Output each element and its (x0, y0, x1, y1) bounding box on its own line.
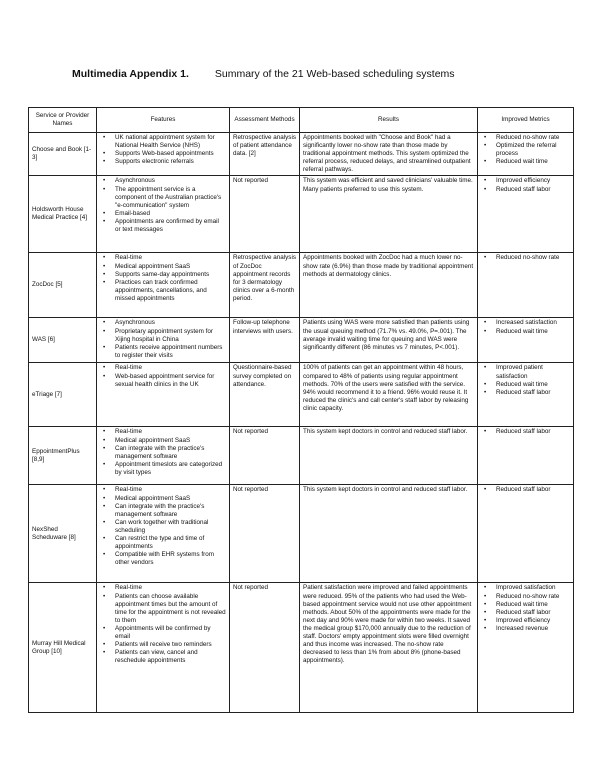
results-cell: 100% of patients can get an appointment within 48 hours, compared to 48% of patients using regular appointment methods. 70% of the users were satisfied with the service. 94% would recommend it to a friend. 96% would reuse it. It reduced the clinic's and call center's staff labor by releasing clinic capacity. (300, 363, 478, 427)
list-item: • UK national appointment system for National Health Service (NHS) (115, 134, 226, 150)
list-item: • Increased revenue (496, 625, 570, 633)
service-name-cell: NexShed Scheduware [8] (29, 485, 97, 583)
list-item: • Real-time (115, 254, 226, 262)
list-item: • Optimized the referral process (496, 142, 570, 158)
service-name-cell: eTriage [7] (29, 363, 97, 427)
service-name-cell: EppointmentPlus [8,9] (29, 427, 97, 485)
service-name-cell: Holdsworth House Medical Practice [4] (29, 176, 97, 253)
list-item: • Practices can track confirmed appointments, cancellations, and missed appointments (115, 279, 226, 303)
features-cell (97, 485, 230, 583)
list-item: • Appointment timeslots are categorized by visit types (115, 461, 226, 477)
table-row (29, 427, 574, 485)
table-row (29, 583, 574, 713)
table-row (29, 485, 574, 583)
results-cell: Appointments booked with "Choose and Book" had a significantly lower no-show rate than those made by traditional appointment methods. This system optimized the referral process, reduced delays, and streamlined outpatient referral pathways. (300, 133, 478, 176)
col-header-metrics: Improved Metrics (478, 108, 574, 133)
service-name-cell: WAS [6] (29, 318, 97, 363)
list-item: • Supports Web-based appointments (115, 150, 226, 158)
list-item: • Proprietary appointment system for Xijing hospital in China (115, 328, 226, 344)
list-item: • Reduced wait time (496, 601, 570, 609)
list-item: • Improved efficiency (496, 177, 570, 185)
metrics-cell (478, 583, 574, 713)
list-item: • Can integrate with the practice's management software (115, 503, 226, 519)
metrics-cell (478, 318, 574, 363)
list-item: • Improved efficiency (496, 617, 570, 625)
assessment-cell: Not reported (230, 485, 300, 583)
results-cell: This system kept doctors in control and reduced staff labor. (300, 485, 478, 583)
list-item: • Patients will receive two reminders (115, 641, 226, 649)
list-item: • Reduced wait time (496, 328, 570, 336)
metrics-cell (478, 485, 574, 583)
assessment-cell: Not reported (230, 427, 300, 485)
list-item: • Appointments will be confirmed by email (115, 625, 226, 641)
features-cell (97, 427, 230, 485)
features-cell (97, 176, 230, 253)
col-header-service: Service or Provider Names (29, 108, 97, 133)
list-item: • Real-time (115, 584, 226, 592)
features-cell (97, 318, 230, 363)
list-item: • Appointments are confirmed by email or text messages (115, 218, 226, 234)
list-item: • Reduced staff labor (496, 428, 570, 436)
list-item: • Asynchronous (115, 177, 226, 185)
table-row (29, 318, 574, 363)
list-item: • Reduced staff labor (496, 389, 570, 397)
list-item: • Can restrict the type and time of appointments (115, 535, 226, 551)
assessment-cell: Not reported (230, 583, 300, 713)
assessment-cell: Not reported (230, 176, 300, 253)
features-cell (97, 363, 230, 427)
features-cell (97, 253, 230, 318)
list-item: • Medical appointment SaaS (115, 495, 226, 503)
list-item: • Reduced no-show rate (496, 593, 570, 601)
service-name-cell: Choose and Book [1-3] (29, 133, 97, 176)
list-item: • Real-time (115, 364, 226, 372)
assessment-cell: Follow-up telephone interviews with users. (230, 318, 300, 363)
assessment-cell: Retrospective analysis of ZocDoc appointment records for 3 dermatology clinics over a 6-month period. (230, 253, 300, 318)
list-item: • Patients can view, cancel and reschedule appointments (115, 649, 226, 665)
list-item: • Improved satisfaction (496, 584, 570, 592)
list-item: • Reduced no-show rate (496, 254, 570, 262)
list-item: • Web-based appointment service for sexual health clinics in the UK (115, 373, 226, 389)
results-cell: Patients using WAS were more satisfied than patients using the usual queuing method (71.7% vs. 49.0%, P=.001). The average invalid waiting time for queuing and WAS were significantly different (86 minutes vs 7 minutes, P<.001). (300, 318, 478, 363)
table-row (29, 133, 574, 176)
list-item: • Real-time (115, 486, 226, 494)
table-row (29, 253, 574, 318)
list-item: • Compatible with EHR systems from other vendors (115, 551, 226, 567)
list-item: • Patients can choose available appointment times but the amount of time for the appointment is not revealed to them (115, 593, 226, 625)
list-item: • Reduced wait time (496, 381, 570, 389)
col-header-results: Results (300, 108, 478, 133)
metrics-cell (478, 133, 574, 176)
features-cell (97, 133, 230, 176)
list-item: • The appointment service is a component of the Australian practice's "e-communication" system (115, 186, 226, 210)
metrics-cell (478, 253, 574, 318)
list-item: • Email-based (115, 210, 226, 218)
appendix-caption: Summary of the 21 Web-based scheduling systems (214, 68, 455, 80)
col-header-assessment: Assessment Methods (230, 108, 300, 133)
list-item: • Supports electronic referrals (115, 158, 226, 166)
results-cell: Patient satisfaction were improved and failed appointments were reduced. 95% of the patients who had used the Web-based appointment service would not use other appointment methods. About 50% of the appointments were made for the next day and 90% were made for within two weeks. It saved the medical group $170,000 annually due to the reduction of staff. Doctors' empty appointment slots were filled overnight and thus income was increased. The no-show rate decreased to less than 1% from about 8% (phone-based appointments). (300, 583, 478, 713)
page-title (72, 68, 455, 80)
service-name-cell: ZocDoc [5] (29, 253, 97, 318)
assessment-cell: Retrospective analysis of patient attendance data. [2] (230, 133, 300, 176)
results-cell: Appointments booked with ZocDoc had a much lower no-show rate (6.9%) than those made by traditional appointment methods at dermatology clinics. (300, 253, 478, 318)
list-item: • Asynchronous (115, 319, 226, 327)
list-item: • Can work together with traditional scheduling (115, 519, 226, 535)
list-item: • Reduced staff labor (496, 486, 570, 494)
metrics-cell (478, 176, 574, 253)
list-item: • Reduced wait time (496, 158, 570, 166)
list-item: • Increased satisfaction (496, 319, 570, 327)
header-row (29, 108, 574, 133)
list-item: • Supports same-day appointments (115, 271, 226, 279)
list-item: • Patients receive appointment numbers to register their visits (115, 344, 226, 360)
metrics-cell (478, 363, 574, 427)
list-item: • Reduced no-show rate (496, 134, 570, 142)
scheduling-systems-table (28, 107, 574, 713)
features-cell (97, 583, 230, 713)
list-item: • Medical appointment SaaS (115, 437, 226, 445)
table-row (29, 176, 574, 253)
results-cell: This system was efficient and saved clinicians' valuable time. Many patients preferred to use this system. (300, 176, 478, 253)
assessment-cell: Questionnaire-based survey completed on attendance. (230, 363, 300, 427)
list-item: • Can integrate with the practice's management software (115, 445, 226, 461)
list-item: • Medical appointment SaaS (115, 263, 226, 271)
col-header-features: Features (97, 108, 230, 133)
list-item: • Reduced staff labor (496, 186, 570, 194)
metrics-cell (478, 427, 574, 485)
list-item: • Improved patient satisfaction (496, 364, 570, 380)
list-item: • Reduced staff labor (496, 609, 570, 617)
table-row (29, 363, 574, 427)
results-cell: This system kept doctors in control and reduced staff labor. (300, 427, 478, 485)
list-item: • Real-time (115, 428, 226, 436)
appendix-label: Multimedia Appendix 1. (72, 68, 189, 80)
service-name-cell: Murray Hill Medical Group [10] (29, 583, 97, 713)
